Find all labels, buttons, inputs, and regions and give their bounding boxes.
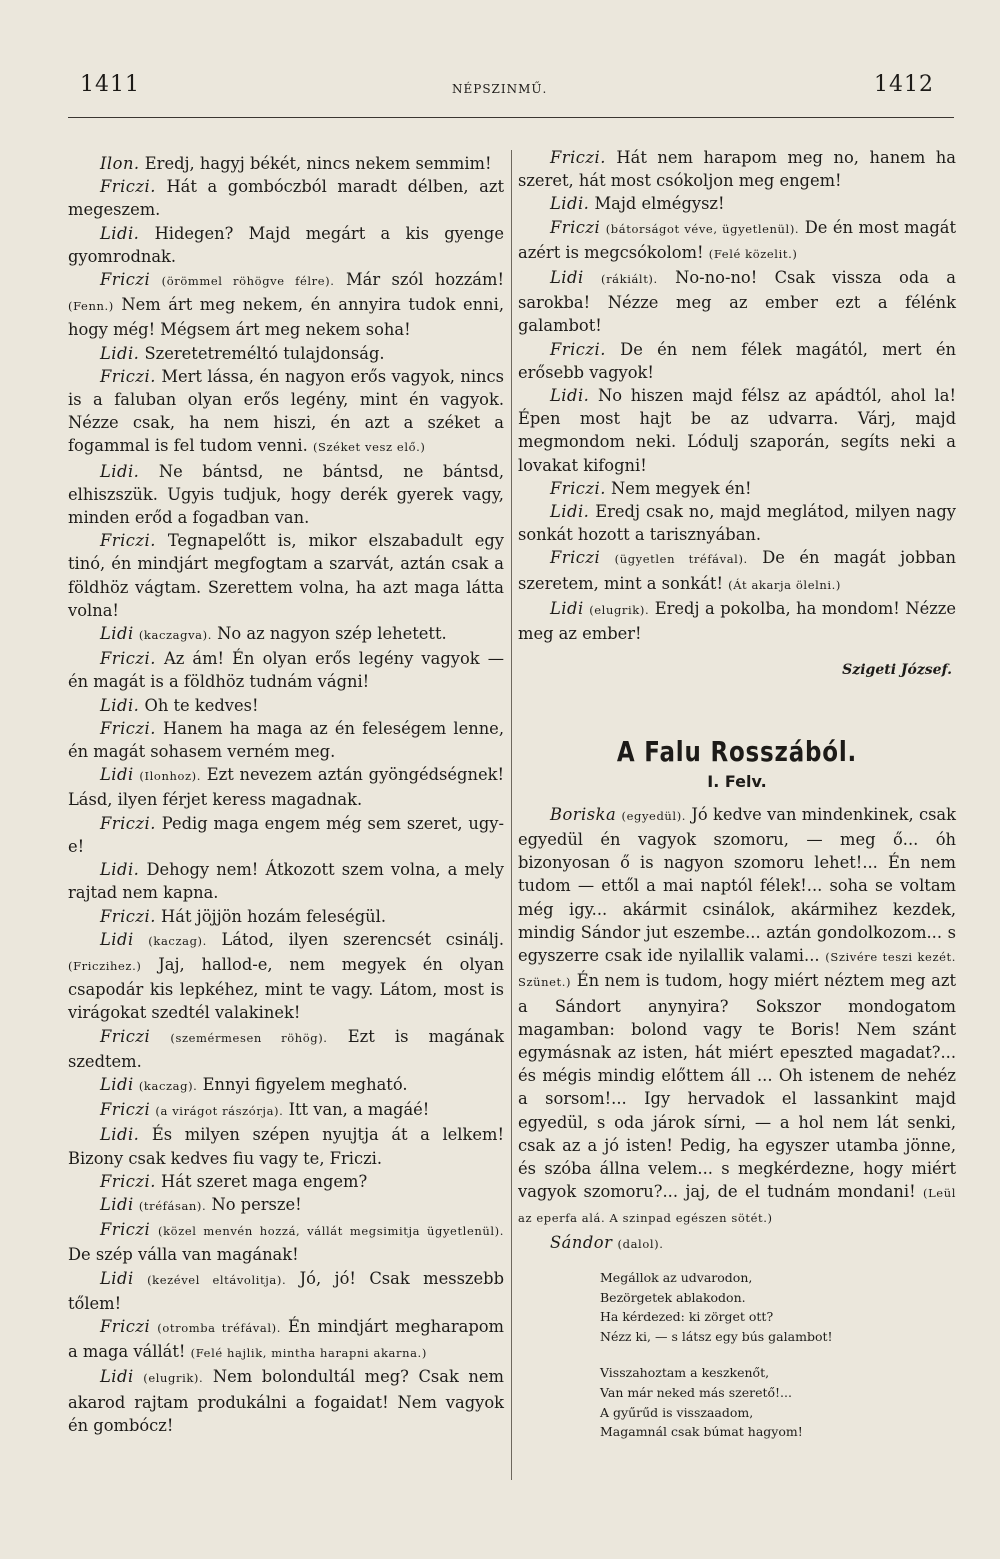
line-text: Nem bolondultál meg? Csak nem akarod rajtam produkálni a fogaidat! Nem vagyok én gombócz!	[68, 1367, 504, 1435]
speaker: Friczi.	[100, 1171, 156, 1191]
dialogue-line	[68, 1193, 504, 1218]
speaker: Sándor	[550, 1232, 613, 1252]
dialogue-line	[518, 597, 956, 645]
dialogue-line	[68, 1315, 504, 1365]
dialogue-line	[518, 803, 956, 1231]
song-line: A gyűrűd is visszaadom,	[600, 1404, 754, 1420]
line-text: Ezt is magának szedtem.	[68, 1026, 504, 1071]
speaker: Lidi.	[550, 194, 590, 214]
page-number-left: 1411	[80, 72, 140, 97]
speaker: Friczi	[100, 1100, 151, 1120]
song-line: Van már neked más szerető!...	[600, 1384, 792, 1400]
line-text: De én most magát azért is megcsókolom!	[518, 217, 956, 262]
speaker: Friczi.	[100, 649, 156, 669]
dialogue-line	[518, 546, 956, 596]
dialogue-line	[518, 384, 956, 477]
column-divider	[511, 150, 512, 1480]
dialogue-line	[68, 1218, 504, 1266]
stage-direction: (rákiált).	[600, 272, 658, 287]
dialogue-line	[68, 1170, 504, 1193]
line-text: Mert lássa, én nagyon erős vagyok, nincs is a faluban olyan erős legény, mint én vagyok. Nézze csak, ha nem hiszi, én azt a széket a fogammal is fel tudom venni.	[68, 366, 504, 456]
song-line: Megállok az udvarodon,	[600, 1269, 753, 1285]
dialogue-line	[518, 477, 956, 500]
line-text: Eredj csak no, majd meglátod, milyen nagy sonkát hozott a tarisznyában.	[518, 502, 956, 545]
song-line: Ha kérdezed: ki zörget ott?	[600, 1309, 774, 1325]
speaker: Boriska	[550, 804, 617, 824]
dialogue-line	[518, 146, 956, 192]
line-text: Hidegen? Majd megárt a kis gyenge gyomrodnak.	[68, 223, 504, 266]
line-text: De én nem félek magától, mert én erősebb vagyok!	[518, 339, 956, 382]
speaker: Lidi.	[100, 461, 140, 481]
line-text: Hát a gombóczból maradt délben, azt megeszem.	[68, 177, 504, 220]
line-text: És milyen szépen nyujtja át a lelkem! Bizony csak kedves fiu vagy te, Friczi.	[68, 1125, 504, 1168]
right-column	[518, 146, 956, 1458]
author-signature: Szigeti József.	[842, 662, 952, 679]
line-text: Eredj a pokolba, ha mondom! Nézze meg az ember!	[518, 598, 957, 644]
dialogue-line	[518, 500, 956, 546]
line-text: Pedig maga engem még sem szeret, ugy-e!	[68, 813, 504, 856]
section-title: A Falu Rosszából.	[616, 735, 858, 769]
stage-direction: (elugrik).	[143, 1371, 204, 1386]
line-text: Látod, ilyen szerencsét csinálj.	[206, 929, 504, 949]
speaker: Lidi	[550, 268, 584, 288]
speaker: Friczi.	[100, 366, 156, 386]
dialogue-line	[68, 928, 504, 1025]
act-heading: I. Felv.	[707, 771, 767, 791]
stage-direction: (Át akarja ölelni.)	[728, 577, 842, 592]
song-line: Magamnál csak búmat hagyom!	[600, 1424, 803, 1440]
running-title: NÉPSZINMŰ.	[452, 82, 548, 96]
speaker: Friczi	[100, 1026, 151, 1046]
dialogue-line	[68, 342, 504, 365]
dialogue-line	[68, 529, 504, 622]
stage-direction: (közel menvén hozzá, vállát megsimitja ügyetlenül).	[158, 1224, 504, 1239]
page-number-right: 1412	[874, 72, 934, 97]
stage-direction: (bátorságot véve, ügyetlenül).	[605, 221, 800, 236]
stage-direction: (kezével eltávolitja).	[147, 1272, 287, 1287]
line-text: De én magát jobban szeretem, mint a sonkát!	[518, 548, 956, 593]
dialogue-line	[518, 216, 956, 266]
stage-direction: (kaczag).	[138, 1078, 198, 1093]
dialogue-line	[68, 1098, 504, 1123]
speaker: Lidi.	[550, 386, 590, 406]
stage-direction: (Széket vesz elő.)	[312, 440, 426, 455]
speaker: Friczi	[100, 1316, 151, 1336]
speaker: Lidi	[100, 624, 134, 644]
song-line: Visszahoztam a keszkenőt,	[600, 1364, 770, 1380]
dialogue-line	[68, 175, 504, 221]
speaker: Lidi	[550, 598, 584, 618]
dialogue-line	[68, 1267, 504, 1315]
line-text: Jaj, hallod-e, nem megyek én olyan csapodár kis lepkéhez, mint te vagy. Látom, most is virágokat szedtél valakinek!	[68, 954, 504, 1023]
dialogue-line	[68, 1365, 504, 1437]
dialogue-line	[518, 266, 956, 338]
line-text: Szeretetreméltó tulajdonság.	[139, 343, 385, 363]
stage-direction: (elugrik).	[589, 602, 650, 617]
speaker: Lidi.	[100, 860, 140, 880]
dialogue-line	[68, 1073, 504, 1098]
speaker: Friczi	[550, 548, 601, 568]
line-text: Én nem is tudom, hogy miért néztem meg azt a Sándort anynyira? Sokszor mondogatom magamban: bolond vagy te Boris! Nem szánt egymásnak az isten, hát miért epeszted magadat?... és mégis mindig előttem áll ... Oh istenem de nehéz a sorsom!... Igy hervadok el lassankint majd egyedül, s oda járok sírni, — a hol nem lát senki, csak az a jó isten! Pedig, ha egyszer utamba jönne, és szóba állna velem... s megkérdezne, hogy miért vagyok szomoru?... jaj, de el tudnám mondani!	[518, 971, 956, 1202]
line-text: Hát szeret maga engem?	[155, 1171, 368, 1191]
line-text: Oh te kedves!	[139, 695, 259, 715]
stage-direction: (Ilonhoz).	[139, 769, 201, 784]
stage-direction: (Leül az eperfa alá. A szinpad egészen sötét.)	[518, 1186, 956, 1226]
line-text: Hanem ha maga az én feleségem lenne, én magát sohasem verném meg.	[68, 718, 504, 762]
speaker: Lidi.	[100, 343, 140, 363]
song-lyrics	[600, 1268, 956, 1442]
stage-direction: (a virágot rászórja).	[155, 1104, 284, 1119]
line-text: Az ám! Én olyan erős legény vagyok — én magát is a földhöz tudnám vágni!	[68, 649, 504, 692]
line-text: Ennyi figyelem megható.	[197, 1074, 408, 1094]
stage-direction: (tréfásan).	[138, 1198, 207, 1213]
dialogue-line	[68, 647, 504, 693]
dialogue-line	[518, 192, 956, 215]
speaker: Lidi.	[100, 695, 140, 715]
dialogue-line	[68, 694, 504, 717]
header-rule	[68, 117, 954, 118]
line-text: Már szól hozzám!	[334, 270, 504, 290]
stage-direction: (Friczihez.)	[68, 958, 142, 973]
dialogue-line	[68, 905, 504, 928]
dialogue-line	[68, 460, 504, 530]
stage-direction: (kaczagva).	[138, 628, 212, 643]
line-text: Én mindjárt megharapom a maga vállát!	[68, 1316, 504, 1362]
line-text: Majd elmégysz!	[589, 194, 725, 214]
song-line: Nézz ki, — s látsz egy bús galambot!	[600, 1329, 833, 1345]
dialogue-line	[68, 152, 504, 175]
line-text: Dehogy nem! Átkozott szem volna, a mely rajtad nem kapna.	[68, 860, 504, 903]
stage-direction: (örömmel röhögve félre).	[161, 274, 335, 289]
line-text: No-no-no! Csak vissza oda a sarokba! Nézze meg az ember ezt a félénk galambot!	[518, 268, 956, 336]
stage-direction: (otromba tréfával).	[157, 1320, 281, 1335]
page-header	[0, 60, 1000, 120]
line-text: No az nagyon szép lehetett.	[211, 624, 447, 644]
speaker: Friczi	[550, 217, 601, 237]
speaker: Lidi	[100, 1268, 134, 1288]
speaker: Lidi.	[550, 502, 590, 522]
line-text: Tegnapelőtt is, mikor elszabadult egy tinó, én mindjárt megfogtam a szarvát, aztán csak a földhöz vágtam. Szerettem volna, ha azt maga látta volna!	[68, 531, 504, 620]
dialogue-line	[68, 717, 504, 763]
line-text: De szép válla van magának!	[68, 1245, 299, 1265]
speaker: Friczi.	[100, 531, 156, 551]
dialogue-line	[518, 338, 956, 384]
stage-direction: (Szivére teszi kezét. Szünet.)	[518, 950, 956, 990]
line-text: No persze!	[206, 1194, 302, 1214]
dialogue-line	[68, 1123, 504, 1169]
dialogue-line	[68, 222, 504, 268]
speaker: Lidi.	[100, 223, 140, 243]
dialogue-line	[68, 858, 504, 904]
speaker: Friczi.	[550, 478, 606, 498]
dialogue-line	[68, 812, 504, 858]
stage-direction: (Fenn.)	[68, 299, 114, 314]
stage-direction: (szemérmesen röhög).	[170, 1030, 328, 1045]
dialogue-line	[68, 268, 504, 342]
dialogue-line	[68, 365, 504, 460]
speaker: Lidi	[100, 765, 134, 785]
line-text: Nem megyek én!	[605, 478, 752, 498]
speaker: Lidi.	[100, 1125, 140, 1145]
song-stanza	[600, 1363, 956, 1442]
line-text: Eredj, hagyj békét, nincs nekem semmim!	[139, 154, 492, 173]
song-line: Bezörgetek ablakodon.	[600, 1289, 746, 1305]
speaker: Ilon.	[100, 154, 140, 173]
song-stanza	[600, 1268, 956, 1347]
speaker: Lidi	[100, 929, 134, 949]
stage-direction: (Felé közelit.)	[708, 246, 798, 261]
dialogue-line	[68, 763, 504, 811]
line-text: Hát jöjjön hozám feleségül.	[155, 906, 387, 926]
dialogue-line	[68, 622, 504, 647]
speaker: Lidi	[100, 1194, 134, 1214]
speaker: Friczi.	[550, 148, 606, 167]
speaker: Friczi.	[100, 177, 156, 197]
line-text: Ne bántsd, ne bántsd, ne bántsd, elhiszszük. Ugyis tudjuk, hogy derék gyerek vagy, minden erőd a fogadban van.	[68, 461, 504, 528]
stage-direction: (egyedül).	[621, 808, 687, 823]
line-text: Jó kedve van mindenkinek, csak egyedül én vagyok szomoru, — meg ő... óh bizonyosan ő is nagyon szomoru lehet!... Én nem tudom — ettől a mai naptól félek!... soha se voltam még igy... akármit csinálok, akármihez kezdek, mindig Sándor jut eszembe... aztán gondolkozom... s egyszerre csak ide nyilallik valami...	[518, 804, 956, 966]
speaker: Lidi	[100, 1074, 134, 1094]
speaker: Friczi.	[100, 813, 156, 833]
speaker: Friczi	[100, 270, 151, 290]
line-text: Itt van, a magáé!	[283, 1100, 430, 1120]
dialogue-line	[518, 1231, 956, 1256]
stage-direction: (kaczag).	[148, 933, 207, 948]
line-text: Hát nem harapom meg no, hanem ha szeret, hát most csókoljon meg engem!	[518, 148, 956, 191]
stage-direction: (dalol).	[617, 1236, 664, 1251]
left-column	[68, 152, 504, 1437]
line-text: Jó, jó! Csak messzebb tőlem!	[68, 1268, 504, 1313]
stage-direction: (ügyetlen tréfával).	[614, 552, 748, 567]
speaker: Friczi.	[550, 339, 606, 359]
line-text: Nem árt meg nekem, én annyira tudok enni, hogy még! Mégsem árt meg nekem soha!	[68, 295, 504, 340]
line-text: No hiszen majd félsz az apádtól, ahol la! Épen most hajt be az udvarra. Várj, majd megmondom neki. Lódulj szaporán, segíts neki a lovakat kifogni!	[518, 386, 956, 475]
stage-direction: (Felé hajlik, mintha harapni akarna.)	[190, 1346, 427, 1361]
dialogue-line	[68, 1025, 504, 1073]
speaker: Lidi	[100, 1367, 134, 1387]
speaker: Friczi.	[100, 718, 156, 738]
line-text: Ezt nevezem aztán gyöngédségnek! Lásd, ilyen férjet keress magadnak.	[68, 765, 504, 810]
speaker: Friczi	[100, 1220, 151, 1240]
speaker: Friczi.	[100, 906, 156, 926]
